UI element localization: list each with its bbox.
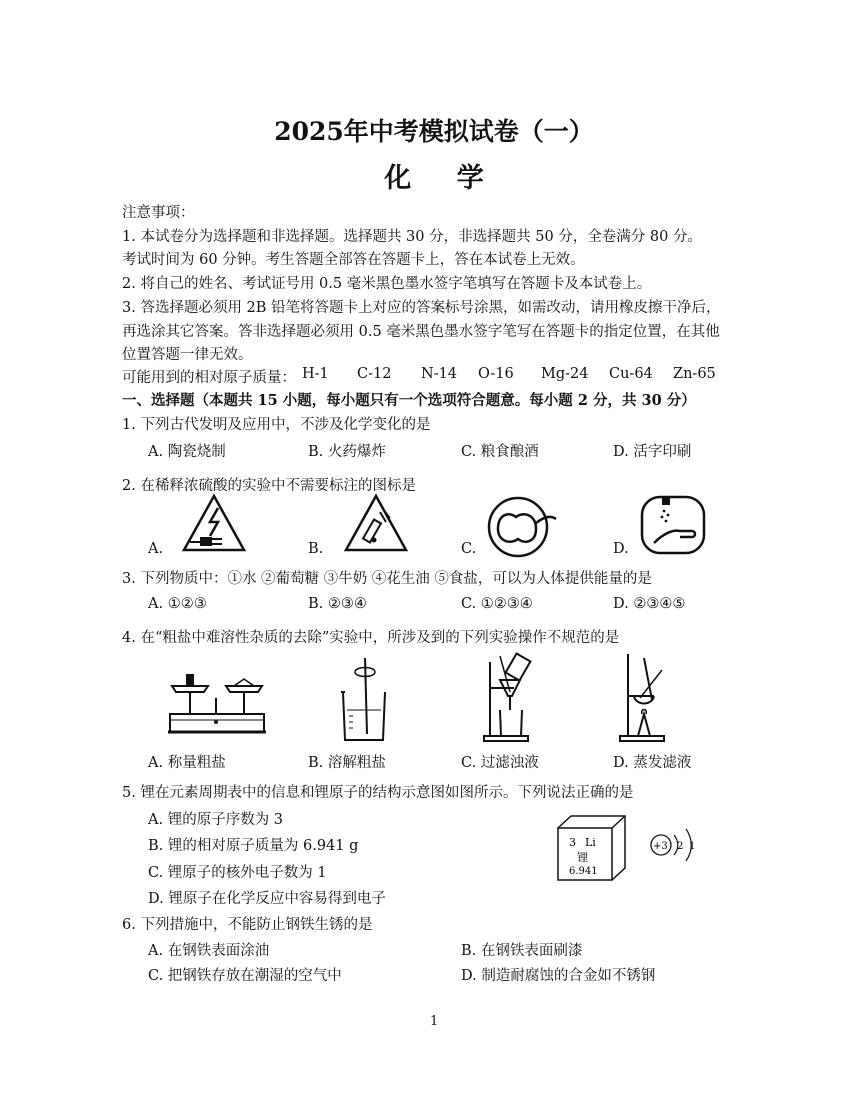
q6-option-a: A. 在钢铁表面涂油 bbox=[148, 943, 270, 959]
q3-option-b: B. ②③④ bbox=[308, 596, 367, 612]
q4-stem: 4. 在“粗盐中难溶性杂质的去除”实验中，所涉及到的下列实验操作不规范的是 bbox=[122, 630, 620, 646]
q5-option-a: A. 锂的原子序数为 3 bbox=[148, 812, 284, 828]
q2-option-b: B. bbox=[308, 541, 324, 557]
q4-option-b: B. 溶解粗盐 bbox=[308, 755, 386, 771]
section-heading: 一、选择题（本题共 15 小题，每小题只有一个选项符合题意。每小题 2 分，共 30 分） bbox=[122, 392, 696, 409]
beaker-stirring-illustration bbox=[339, 656, 389, 742]
q5-option-b: B. 锂的相对原子质量为 6.941 g bbox=[148, 838, 359, 854]
q1-stem: 1. 下列古代发明及应用中，不涉及化学变化的是 bbox=[122, 417, 431, 433]
nucleus-charge: +3 bbox=[653, 841, 668, 852]
notice-item-1b: 考试时间为 60 分钟。考生答题全部答在答题卡上，答在本试卷上无效。 bbox=[122, 252, 585, 268]
hand-washing-icon bbox=[640, 495, 708, 557]
q2-stem: 2. 在稀释浓硫酸的实验中不需要标注的图标是 bbox=[122, 478, 416, 494]
atomic-masses-label: 可能用到的相对原子质量： bbox=[122, 370, 296, 386]
notice-item-2: 2. 将自己的姓名、考试证号用 0.5 毫米黑色墨水签字笔填写在答题卡及本试卷上。 bbox=[122, 276, 652, 292]
q5-option-c: C. 锂原子的核外电子数为 1 bbox=[148, 865, 327, 881]
exam-title: 2025年中考模拟试卷（一） bbox=[274, 117, 594, 146]
atomic-mass-mg: Mg-24 bbox=[541, 366, 589, 382]
element-name: 锂 bbox=[577, 851, 588, 864]
shell-1-electrons: 2 bbox=[677, 841, 684, 852]
q1-option-a: A. 陶瓷烧制 bbox=[148, 444, 226, 460]
q2-option-d: D. bbox=[613, 541, 629, 557]
q6-option-b: B. 在钢铁表面刷漆 bbox=[461, 943, 583, 959]
q1-option-b: B. 火药爆炸 bbox=[308, 444, 386, 460]
atomic-mass-n: N-14 bbox=[421, 366, 458, 382]
element-mass: 6.941 bbox=[569, 866, 598, 877]
element-symbol: Li bbox=[585, 836, 596, 849]
balance-scale-illustration bbox=[166, 668, 268, 738]
q4-option-d: D. 蒸发滤液 bbox=[613, 755, 692, 771]
atomic-mass-h: H-1 bbox=[302, 366, 329, 382]
notice-item-3b: 再选涂其它答案。答非选择题必须用 0.5 毫米黑色墨水签字笔写在答题卡的指定位置，在其他 bbox=[122, 324, 720, 340]
q3-stem: 3. 下列物质中：①水 ②葡萄糖 ③牛奶 ④花生油 ⑤食盐，可以为人体提供能量的是 bbox=[122, 571, 652, 587]
notice-item-3a: 3. 答选择题必须用 2B 铅笔将答题卡上对应的答案标号涂黑，如需改动，请用橡皮擦干净后， bbox=[122, 300, 721, 316]
q5-stem: 5. 锂在元素周期表中的信息和锂原子的结构示意图如图所示。下列说法正确的是 bbox=[122, 785, 634, 801]
q1-option-c: C. 粮食酿酒 bbox=[461, 444, 539, 460]
evaporation-illustration bbox=[614, 652, 670, 742]
filtration-illustration bbox=[474, 652, 538, 742]
q6-option-c: C. 把钢铁存放在潮湿的空气中 bbox=[148, 968, 342, 984]
periodic-table-cell bbox=[557, 815, 627, 881]
q5-option-d: D. 锂原子在化学反应中容易得到电子 bbox=[148, 891, 386, 907]
element-number: 3 bbox=[569, 836, 576, 849]
q6-option-d: D. 制造耐腐蚀的合金如不锈钢 bbox=[461, 968, 656, 984]
goggles-icon bbox=[486, 495, 558, 559]
q3-option-c: C. ①②③④ bbox=[461, 596, 533, 612]
atomic-mass-zn: Zn-65 bbox=[673, 366, 716, 382]
q3-option-d: D. ②③④⑤ bbox=[613, 596, 686, 612]
atom-structure-diagram bbox=[646, 822, 706, 868]
page-number: 1 bbox=[430, 1014, 439, 1029]
q4-option-c: C. 过滤浊液 bbox=[461, 755, 539, 771]
notice-heading: 注意事项： bbox=[122, 205, 195, 221]
q6-stem: 6. 下列措施中，不能防止钢铁生锈的是 bbox=[122, 917, 373, 933]
subject-title: 化 学 bbox=[384, 163, 502, 194]
notice-item-3c: 位置答题一律无效。 bbox=[122, 347, 253, 363]
atomic-mass-cu: Cu-64 bbox=[609, 366, 653, 382]
atomic-mass-c: C-12 bbox=[357, 366, 392, 382]
corrosive-hazard-icon bbox=[344, 494, 408, 552]
shell-2-electrons: 1 bbox=[689, 841, 696, 852]
q1-option-d: D. 活字印刷 bbox=[613, 444, 692, 460]
electric-hazard-icon bbox=[182, 494, 246, 552]
q2-option-a: A. bbox=[148, 541, 164, 557]
q3-option-a: A. ①②③ bbox=[148, 596, 207, 612]
atomic-mass-o: O-16 bbox=[478, 366, 514, 382]
q2-option-c: C. bbox=[461, 541, 477, 557]
notice-item-1a: 1. 本试卷分为选择题和非选择题。选择题共 30 分，非选择题共 50 分，全卷满分 80 分。 bbox=[122, 229, 702, 245]
q4-option-a: A. 称量粗盐 bbox=[148, 755, 226, 771]
